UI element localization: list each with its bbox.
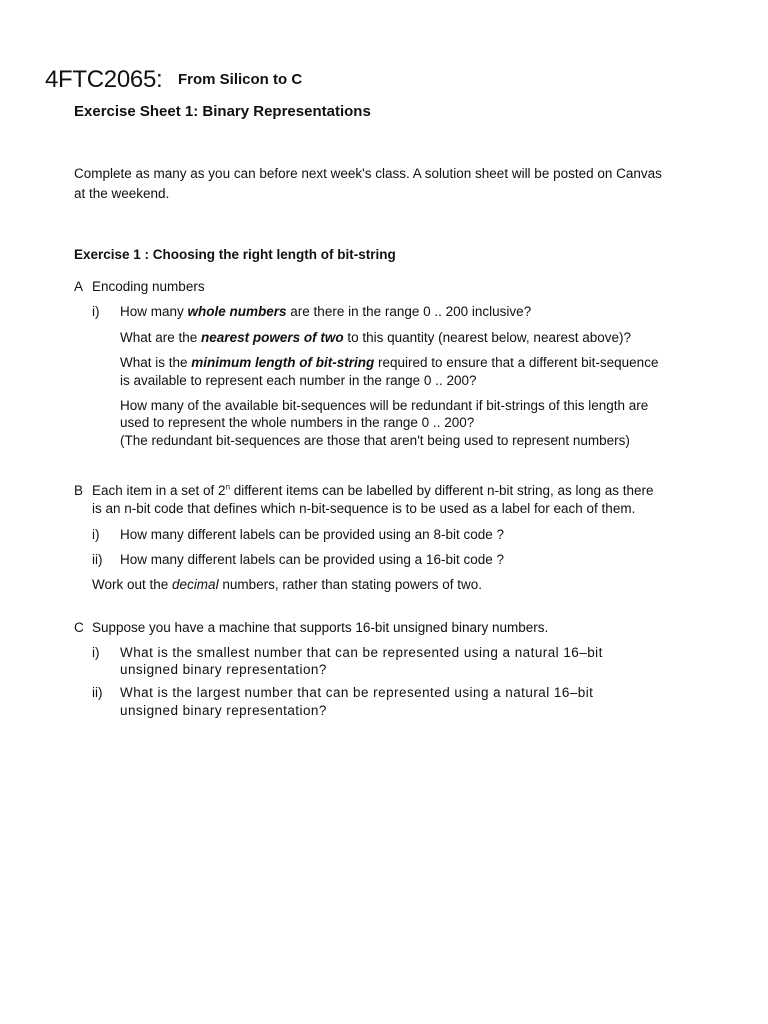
part-c-q1-line-2: unsigned binary representation? — [120, 662, 327, 677]
part-a-q3-line-2: is available to represent each number in the range 0 .. 200? — [120, 373, 477, 388]
part-b-intro-pre: Each item in a set of 2 — [92, 483, 226, 498]
exercise-1-title: Exercise 1 : Choosing the right length of bit-string — [74, 247, 396, 262]
q3-text-emphasis: minimum length of bit-string — [191, 355, 375, 370]
part-b-letter: B — [74, 483, 84, 498]
part-b-intro — [92, 482, 654, 500]
part-a-q4-line-2: used to represent the whole numbers in the range 0 .. 200? — [120, 415, 475, 430]
part-a-q3 — [120, 354, 658, 372]
part-a-q2 — [120, 329, 631, 347]
q1-text-post: are there in the range 0 .. 200 inclusive? — [286, 304, 532, 319]
part-b-q1: How many different labels can be provided using an 8-bit code ? — [120, 527, 504, 542]
part-c-intro: Suppose you have a machine that supports 16-bit unsigned binary numbers. — [92, 620, 549, 635]
part-a-q1-label: i) — [92, 304, 100, 319]
q2-text-emphasis: nearest powers of two — [201, 330, 344, 345]
part-c-letter: C — [74, 620, 84, 635]
part-b-q1-label: i) — [92, 527, 100, 542]
q1-text-emphasis: whole numbers — [187, 304, 287, 319]
sheet-title: Exercise Sheet 1: Binary Representations — [74, 103, 371, 120]
part-b-q2-label: ii) — [92, 552, 103, 567]
q3-text-pre: What is the — [120, 355, 192, 370]
part-a-q1 — [120, 303, 531, 321]
q2-text-pre: What are the — [120, 330, 202, 345]
part-a-heading: Encoding numbers — [92, 279, 205, 294]
part-b-superscript: n — [225, 482, 231, 492]
part-b-q2: How many different labels can be provided using a 16-bit code ? — [120, 552, 504, 567]
part-c-q2-line-2: unsigned binary representation? — [120, 703, 327, 718]
q1-text-pre: How many — [120, 304, 188, 319]
part-c-q2-line-1: What is the largest number that can be represented using a natural 16–bit — [120, 685, 594, 700]
part-c-q1-line-1: What is the smallest number that can be represented using a natural 16–bit — [120, 645, 603, 660]
part-b-intro-post: different items can be labelled by different n-bit string, as long as there — [230, 483, 654, 498]
course-name: From Silicon to C — [178, 71, 303, 88]
part-b-intro-line-2: is an n-bit code that defines which n-bit-sequence is to be used as a label for each of them. — [92, 501, 636, 516]
intro-line-1: Complete as many as you can before next week's class. A solution sheet will be posted on Canvas — [74, 166, 662, 181]
part-c-q2-label: ii) — [92, 685, 103, 700]
part-a-q4-line-3: (The redundant bit-sequences are those that aren't being used to represent numbers) — [120, 433, 630, 448]
part-a-q4-line-1: How many of the available bit-sequences will be redundant if bit-strings of this length are — [120, 398, 649, 413]
part-b-note — [92, 576, 482, 594]
intro-line-2: at the weekend. — [74, 186, 170, 201]
q2-text-post: to this quantity (nearest below, nearest above)? — [343, 330, 632, 345]
part-b-note-post: numbers, rather than stating powers of two. — [218, 577, 482, 592]
part-a-letter: A — [74, 279, 84, 294]
part-b-note-pre: Work out the — [92, 577, 173, 592]
part-b-note-emphasis: decimal — [172, 577, 219, 592]
part-c-q1-label: i) — [92, 645, 100, 660]
q3-text-post: required to ensure that a different bit-sequence — [374, 355, 659, 370]
course-code: 4FTC2065: — [45, 66, 163, 93]
